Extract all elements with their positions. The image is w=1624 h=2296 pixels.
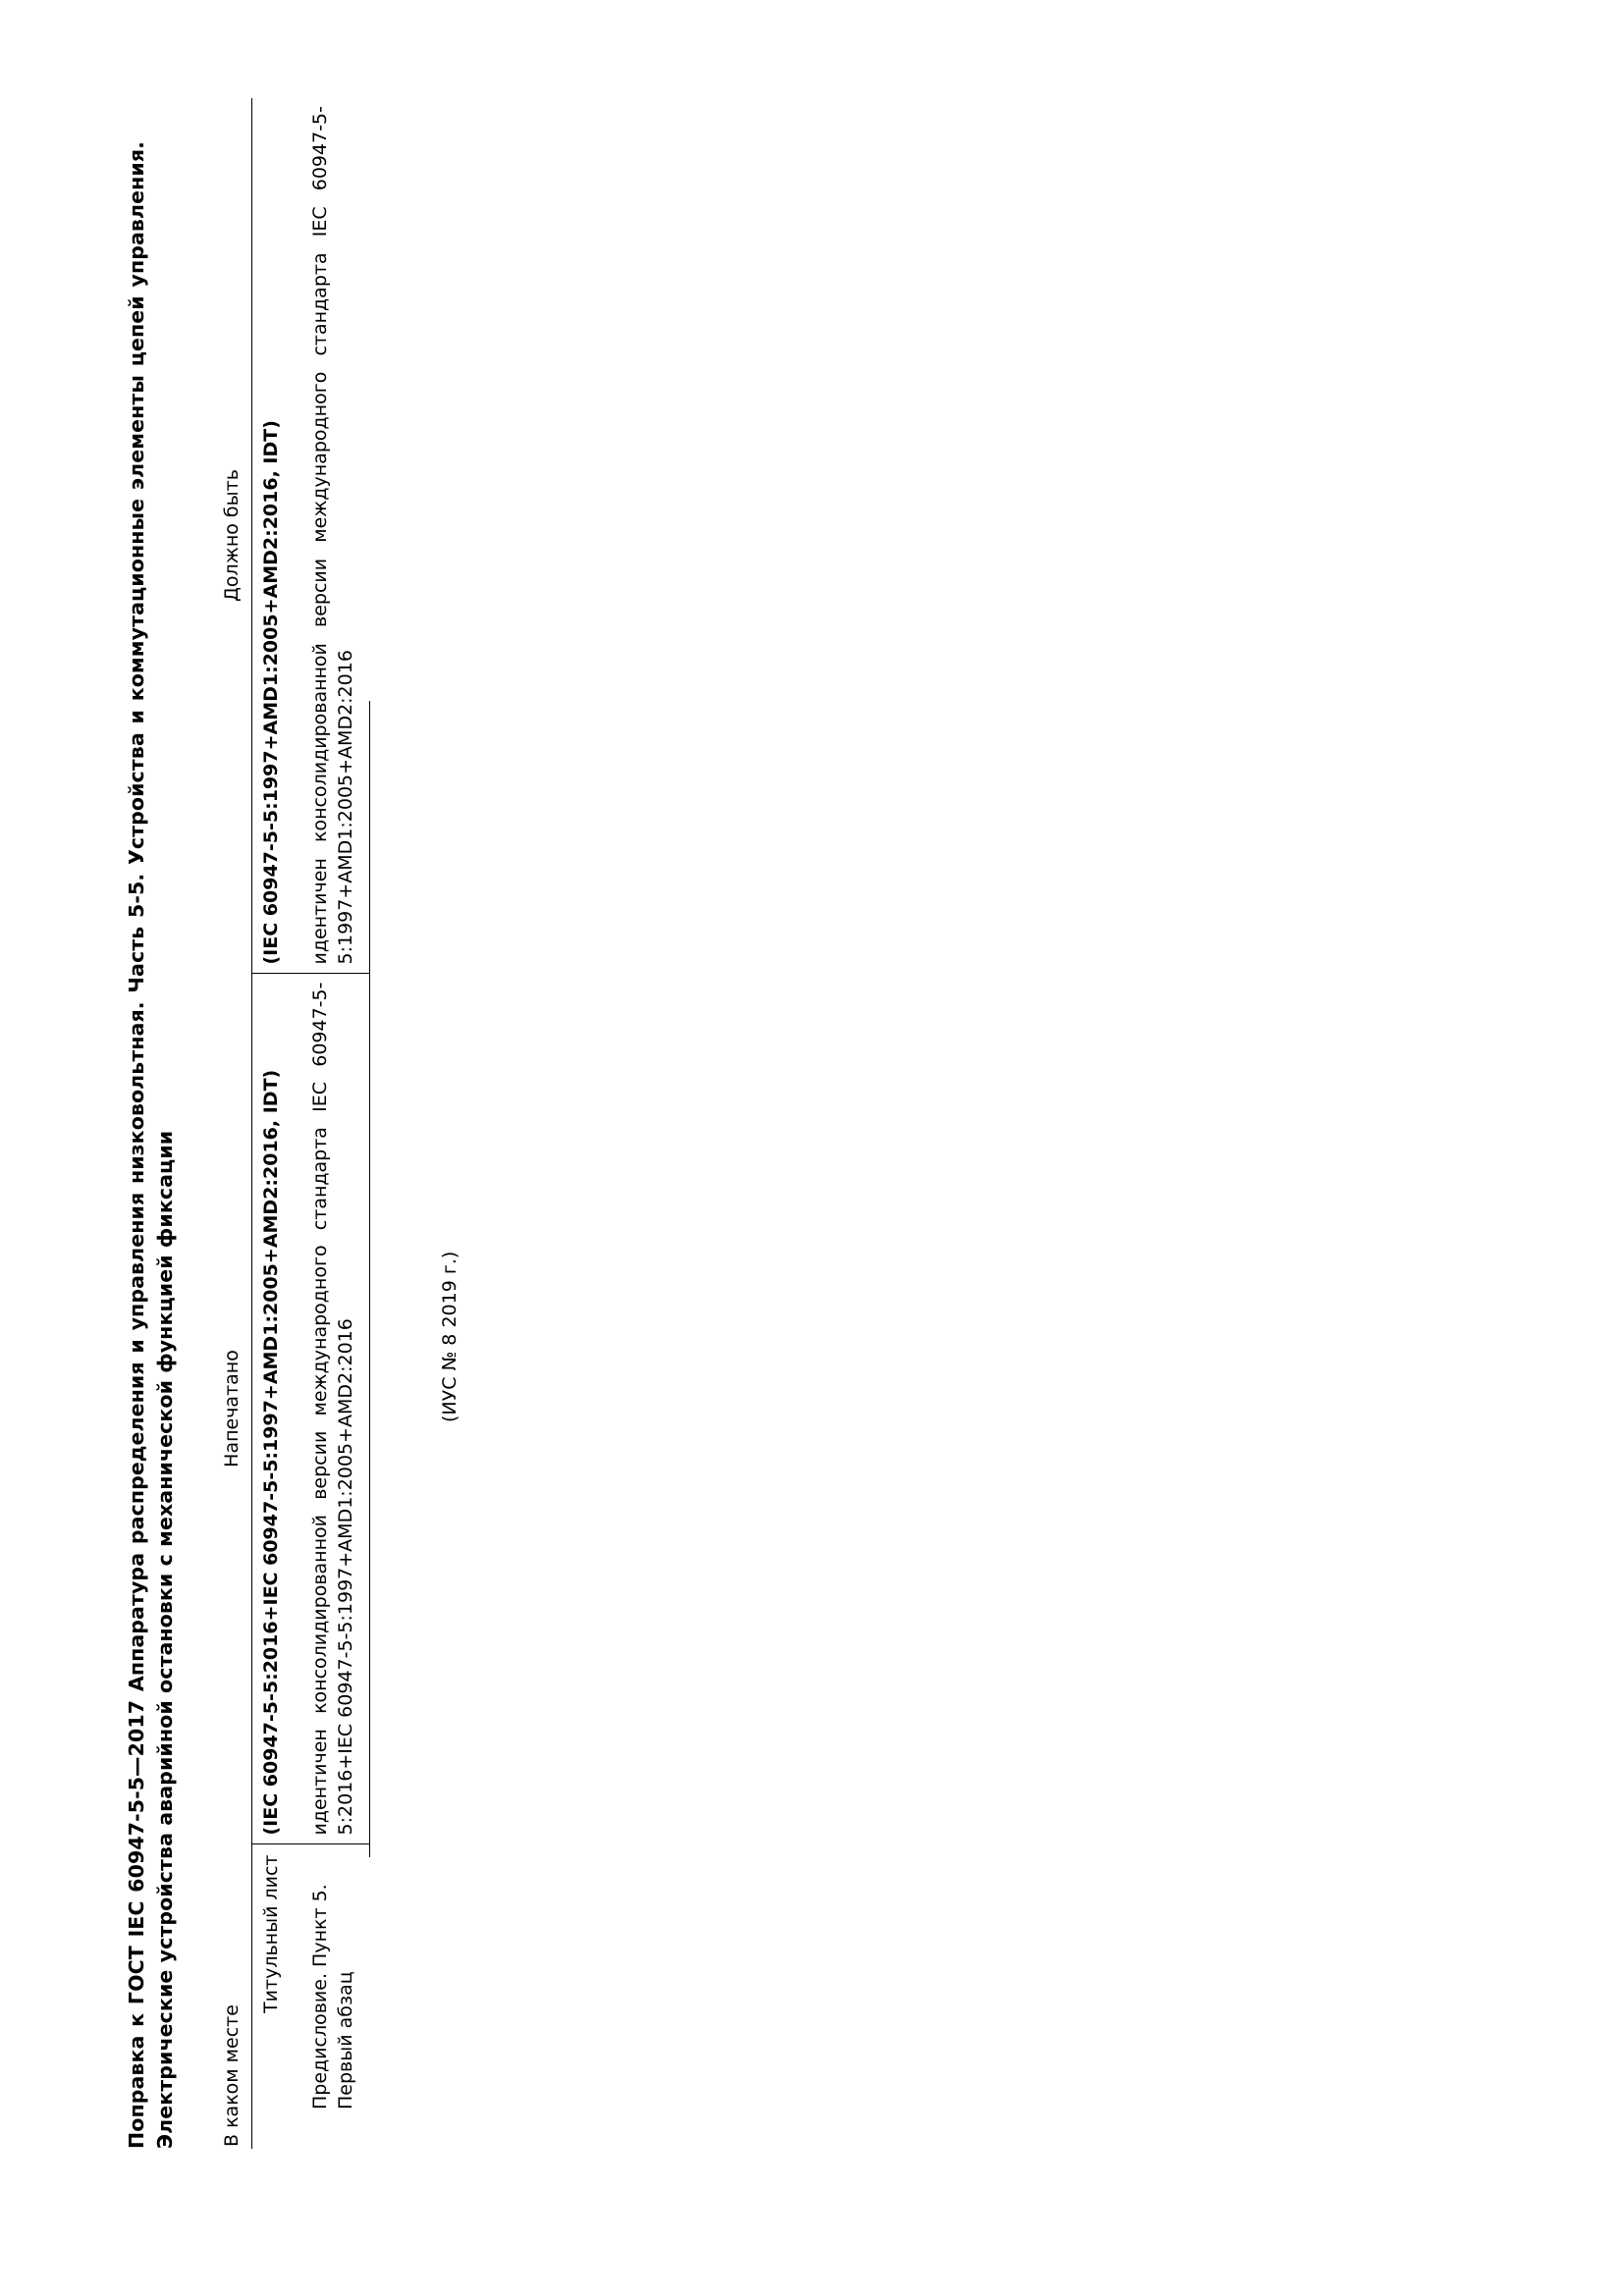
cell-should: идентичен консолидированной версии международного стандарта IEC 60947-5-5:1997+AMD1:2005+AMD2:2016 <box>308 106 356 965</box>
cell-printed: идентичен консолидированной версии международного стандарта IEC 60947-5-5:2016+IEC 60947-5-5:1997+AMD1:2005+AMD2:2016 <box>298 974 369 1844</box>
correction-table <box>215 98 368 2149</box>
document-page <box>123 106 460 2149</box>
table-row <box>252 98 298 2149</box>
cell-place: Титульный лист <box>252 1844 298 2149</box>
column-header-place: В каком месте <box>215 1844 251 2149</box>
cell-printed: (IEC 60947-5-5:2016+IEC 60947-5-5:1997+AMD1:2005+AMD2:2016, IDT) <box>252 974 298 1844</box>
bulletin-reference: (ИУС № 8 2019 г.) <box>438 1251 460 1422</box>
cell-should: (IEC 60947-5-5:1997+AMD1:2005+AMD2:2016, IDT) <box>260 420 283 965</box>
table-row <box>298 98 369 2149</box>
column-header-should: Должно быть <box>215 98 251 974</box>
page-title: Поправка к ГОСТ IEC 60947-5-5—2017 Аппаратура распределения и управления низковольтная. Часть 5-5. Устройства и коммутационные элементы цепей управления. Электрические устройства аварийной остановки с механической функцией фиксации <box>125 141 178 2149</box>
column-header-printed: Напечатано <box>215 974 251 1844</box>
table-header-row <box>215 98 251 2149</box>
cell-place: Предисловие. Пункт 5. Первый абзац <box>298 1844 369 2149</box>
table-bottom-rule <box>369 701 370 1857</box>
